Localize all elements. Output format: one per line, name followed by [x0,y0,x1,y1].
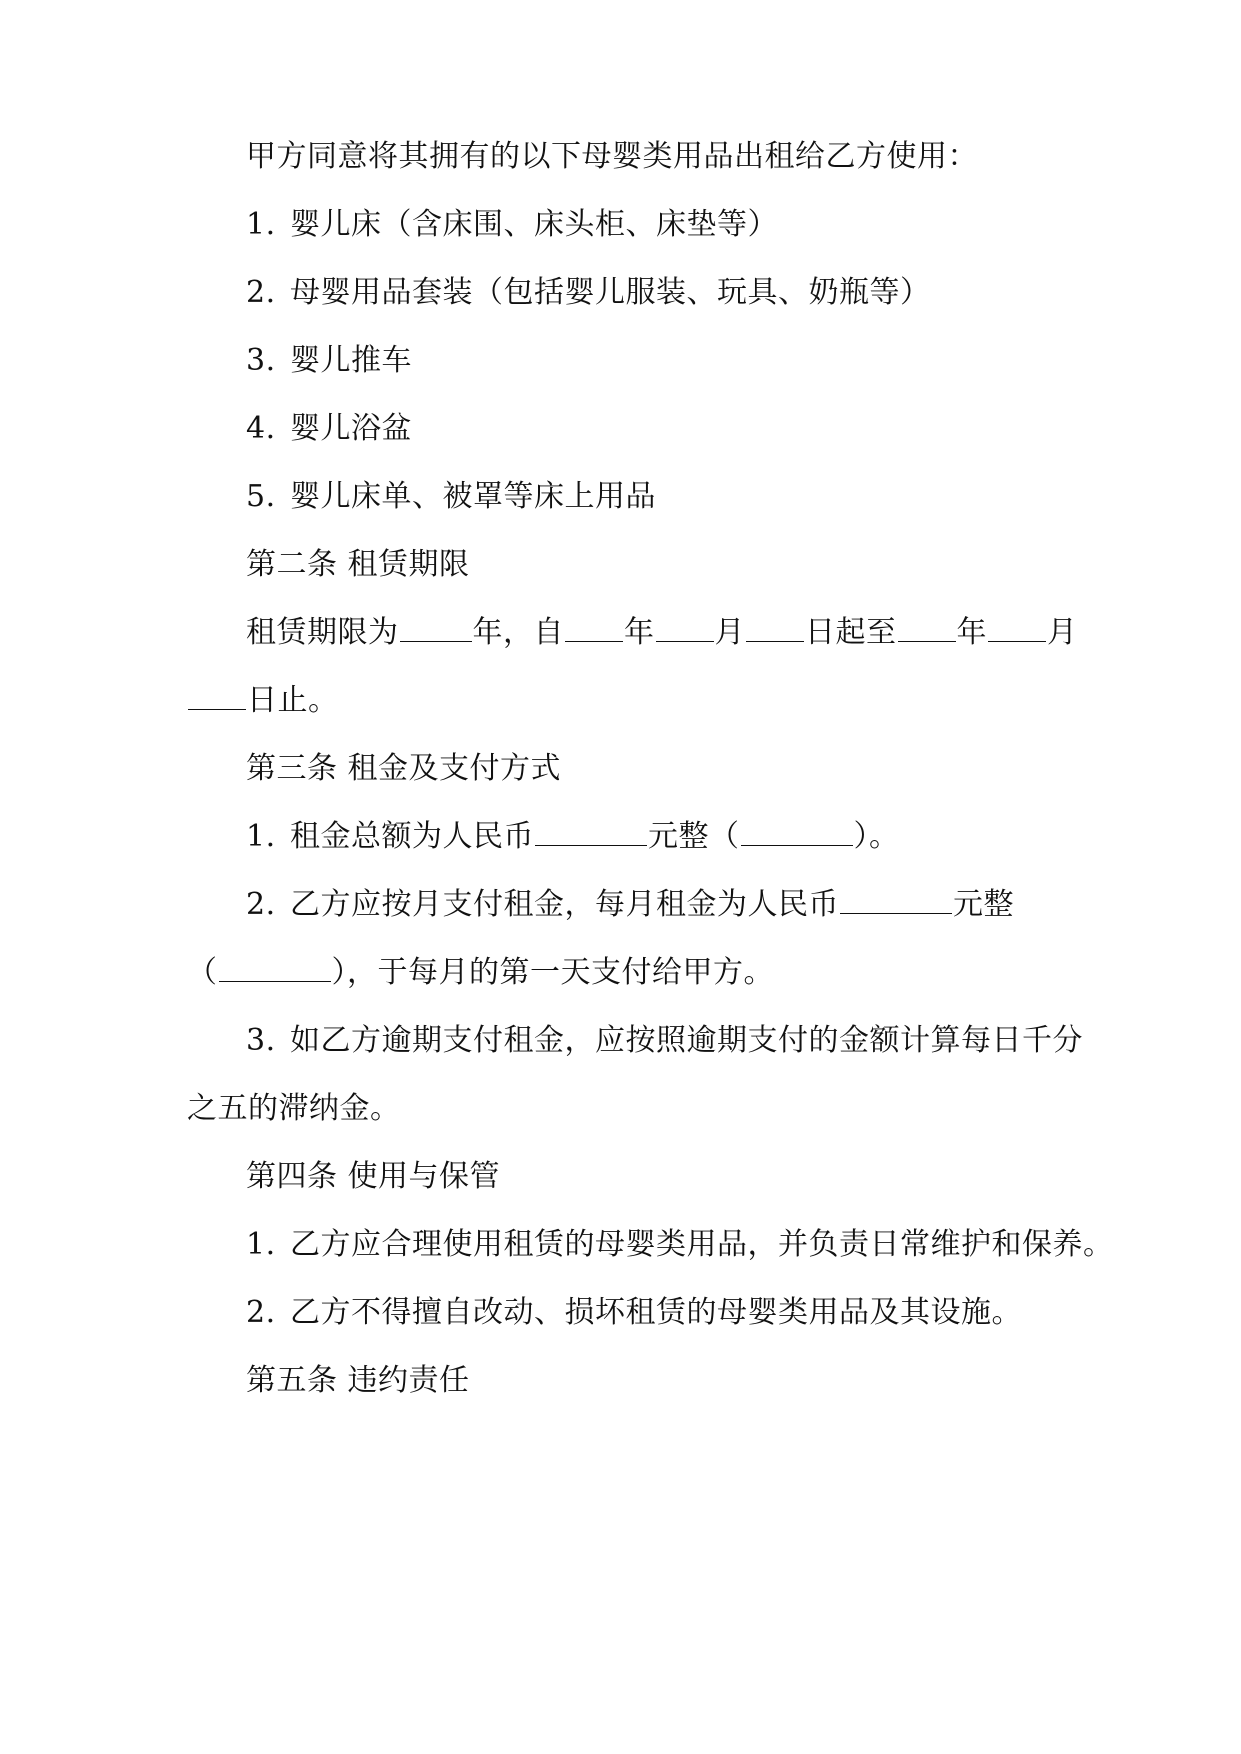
term-line [246,613,1078,653]
term-text: 日起至 [805,615,897,650]
list-item [246,817,900,857]
article-heading: 第二条 租赁期限 [246,547,470,582]
intro-paragraph: 甲方同意将其拥有的以下母婴类用品出租给乙方使用： [246,139,978,174]
term-text: 年 [624,615,655,650]
item-text: 乙方应合理使用租赁的母婴类用品，并负责日常维护和保养。 [290,1227,1114,1262]
blank-field[interactable] [400,613,472,642]
item-text: 如乙方逾期支付租金，应按照逾期支付的金额计算每日千分 [290,1023,1083,1058]
item-text: 乙方应按月支付租金，每月租金为人民币 [290,887,839,922]
item-text: 婴儿推车 [290,343,412,378]
term-text: 租赁期限为 [246,615,399,650]
blank-field[interactable] [535,817,647,846]
item-number: 2. [246,887,276,922]
item-number: 5. [246,479,276,514]
item-number: 4. [246,411,276,446]
list-item [246,409,412,449]
article-heading: 第四条 使用与保管 [246,1159,501,1194]
article-heading: 第三条 租金及支付方式 [246,751,562,786]
item-text: 乙方不得擅自改动、损坏租赁的母婴类用品及其设施。 [290,1295,1022,1330]
blank-field[interactable] [840,885,952,914]
item-text: 母婴用品套装（包括婴儿服装、玩具、奶瓶等） [290,275,931,310]
item-text: ）。 [853,819,900,854]
term-text: 年，自 [472,615,564,650]
item-text: ），于每月的第一天支付给甲方。 [331,955,774,990]
list-item [246,1225,1114,1265]
term-text: 年 [956,615,987,650]
list-item [246,1293,1022,1333]
item-text: 婴儿床单、被罩等床上用品 [290,479,656,514]
item-text: 租金总额为人民币 [290,819,534,854]
item-number: 3. [246,343,276,378]
blank-field[interactable] [188,681,246,710]
list-item [246,273,931,313]
blank-field[interactable] [988,613,1046,642]
item-number: 1. [246,1227,276,1262]
list-item [246,341,412,381]
item-number: 3. [246,1023,276,1058]
term-text: 日止。 [247,683,339,718]
blank-field[interactable] [741,817,853,846]
blank-field[interactable] [746,613,804,642]
item-number: 2. [246,275,276,310]
item-text: 婴儿浴盆 [290,411,412,446]
item-text: 元整 [953,887,1014,922]
item-text: 元整（ [648,819,740,854]
list-item-cont [187,953,774,993]
article-heading: 第五条 违约责任 [246,1363,470,1398]
blank-field[interactable] [656,613,714,642]
list-item [246,885,1014,925]
item-number: 1. [246,819,276,854]
term-text: 月 [714,615,745,650]
item-number: 1. [246,207,276,242]
list-item [246,477,656,517]
term-line-cont [187,681,339,721]
blank-field[interactable] [898,613,956,642]
item-text: 婴儿床（含床围、床头柜、床垫等） [290,207,778,242]
term-text: 月 [1047,615,1078,650]
list-item-cont: 之五的滞纳金。 [187,1091,401,1126]
item-number: 2. [246,1295,276,1330]
blank-field[interactable] [565,613,623,642]
item-text: （ [187,955,218,990]
blank-field[interactable] [219,953,331,982]
list-item [246,205,778,245]
list-item [246,1021,1083,1061]
